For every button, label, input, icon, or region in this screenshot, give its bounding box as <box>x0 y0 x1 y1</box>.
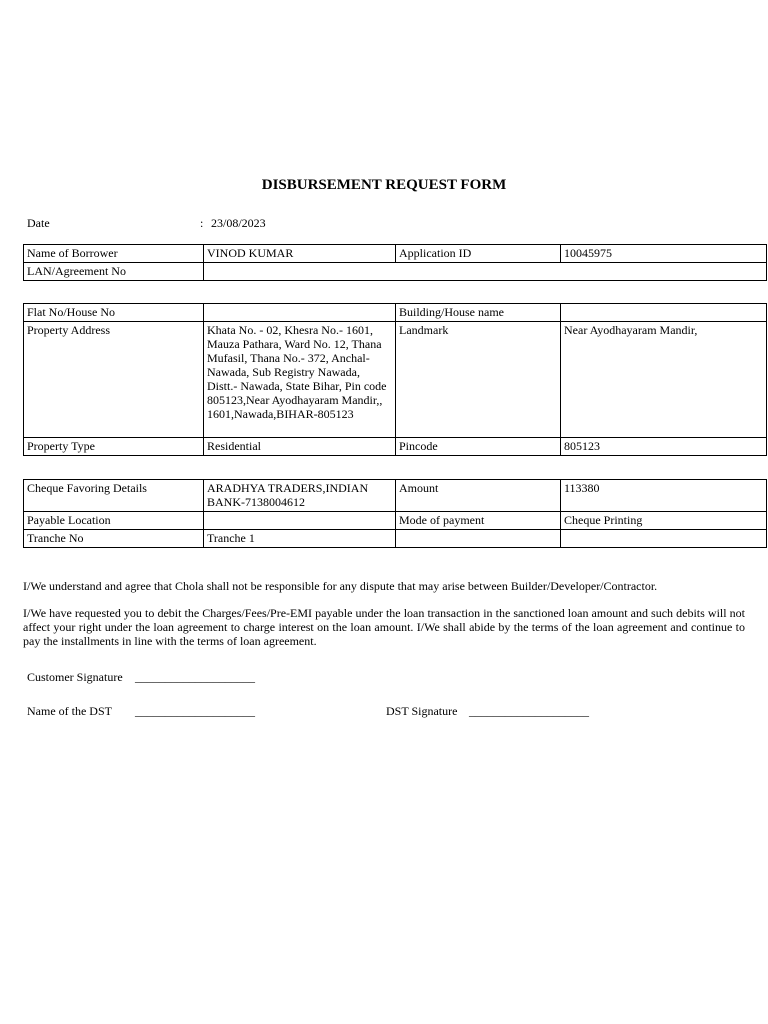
application-id-label: Application ID <box>396 245 561 263</box>
payable-location-value <box>204 512 396 530</box>
tranche-label: Tranche No <box>24 530 204 548</box>
flat-value <box>204 304 396 322</box>
amount-label: Amount <box>396 480 561 512</box>
lan-value <box>204 263 767 281</box>
table-row <box>24 263 767 281</box>
declaration-builder-dispute: I/We understand and agree that Chola shall not be responsible for any dispute that may arise between Builder/Developer/Contractor. <box>23 579 658 593</box>
dst-signature-line: ____________________ <box>469 704 589 718</box>
table-row <box>24 322 767 438</box>
cheque-value: ARADHYA TRADERS,INDIAN BANK-7138004612 <box>204 480 396 512</box>
table-row <box>24 304 767 322</box>
date-value: 23/08/2023 <box>211 216 266 230</box>
pincode-label: Pincode <box>396 438 561 456</box>
dst-signature-label: DST Signature <box>386 704 458 718</box>
table-row <box>24 245 767 263</box>
dst-name-line: ____________________ <box>135 704 255 718</box>
lan-label: LAN/Agreement No <box>24 263 204 281</box>
date-row <box>27 216 427 232</box>
table-row <box>24 438 767 456</box>
date-separator: : <box>200 216 204 230</box>
date-label: Date <box>27 216 50 230</box>
payment-mode-label: Mode of payment <box>396 512 561 530</box>
payable-location-label: Payable Location <box>24 512 204 530</box>
declaration-charges-debit: I/We have requested you to debit the Charges/Fees/Pre-EMI payable under the loan transaction in the sanctioned loan amount and such debits will not affect your right under the loan agreement to charge interest on the loan amount. I/We shall abide by the terms of the loan agreement and continue to pay the installments in line with the terms of loan agreement. <box>23 606 745 648</box>
table-row <box>24 480 767 512</box>
amount-value: 113380 <box>561 480 767 512</box>
building-value <box>561 304 767 322</box>
landmark-value: Near Ayodhayaram Mandir, <box>561 322 767 438</box>
application-id-value: 10045975 <box>561 245 767 263</box>
customer-signature-label: Customer Signature <box>27 670 123 684</box>
empty-cell <box>561 530 767 548</box>
flat-label: Flat No/House No <box>24 304 204 322</box>
empty-cell <box>396 530 561 548</box>
property-type-value: Residential <box>204 438 396 456</box>
tranche-value: Tranche 1 <box>204 530 396 548</box>
form-title: DISBURSEMENT REQUEST FORM <box>261 177 507 193</box>
payment-mode-value: Cheque Printing <box>561 512 767 530</box>
pincode-value: 805123 <box>561 438 767 456</box>
table-row <box>24 512 767 530</box>
borrower-name-value: VINOD KUMAR <box>204 245 396 263</box>
borrower-name-label: Name of Borrower <box>24 245 204 263</box>
address-label: Property Address <box>24 322 204 438</box>
payment-table <box>23 479 767 548</box>
property-type-label: Property Type <box>24 438 204 456</box>
landmark-label: Landmark <box>396 322 561 438</box>
dst-name-label: Name of the DST <box>27 704 112 718</box>
property-table <box>23 303 767 456</box>
building-label: Building/House name <box>396 304 561 322</box>
cheque-label: Cheque Favoring Details <box>24 480 204 512</box>
borrower-table <box>23 244 767 281</box>
customer-signature-line: ____________________ <box>135 670 255 684</box>
table-row <box>24 530 767 548</box>
address-value: Khata No. - 02, Khesra No.- 1601, Mauza Pathara, Ward No. 12, Thana Mufasil, Thana No.- 372, Anchal- Nawada, Sub Registry Nawada, Distt.- Nawada, State Bihar, Pin code 805123,Near Ayodhayaram Mandir,, 1601,Nawada,BIHAR-805123 <box>204 322 396 438</box>
